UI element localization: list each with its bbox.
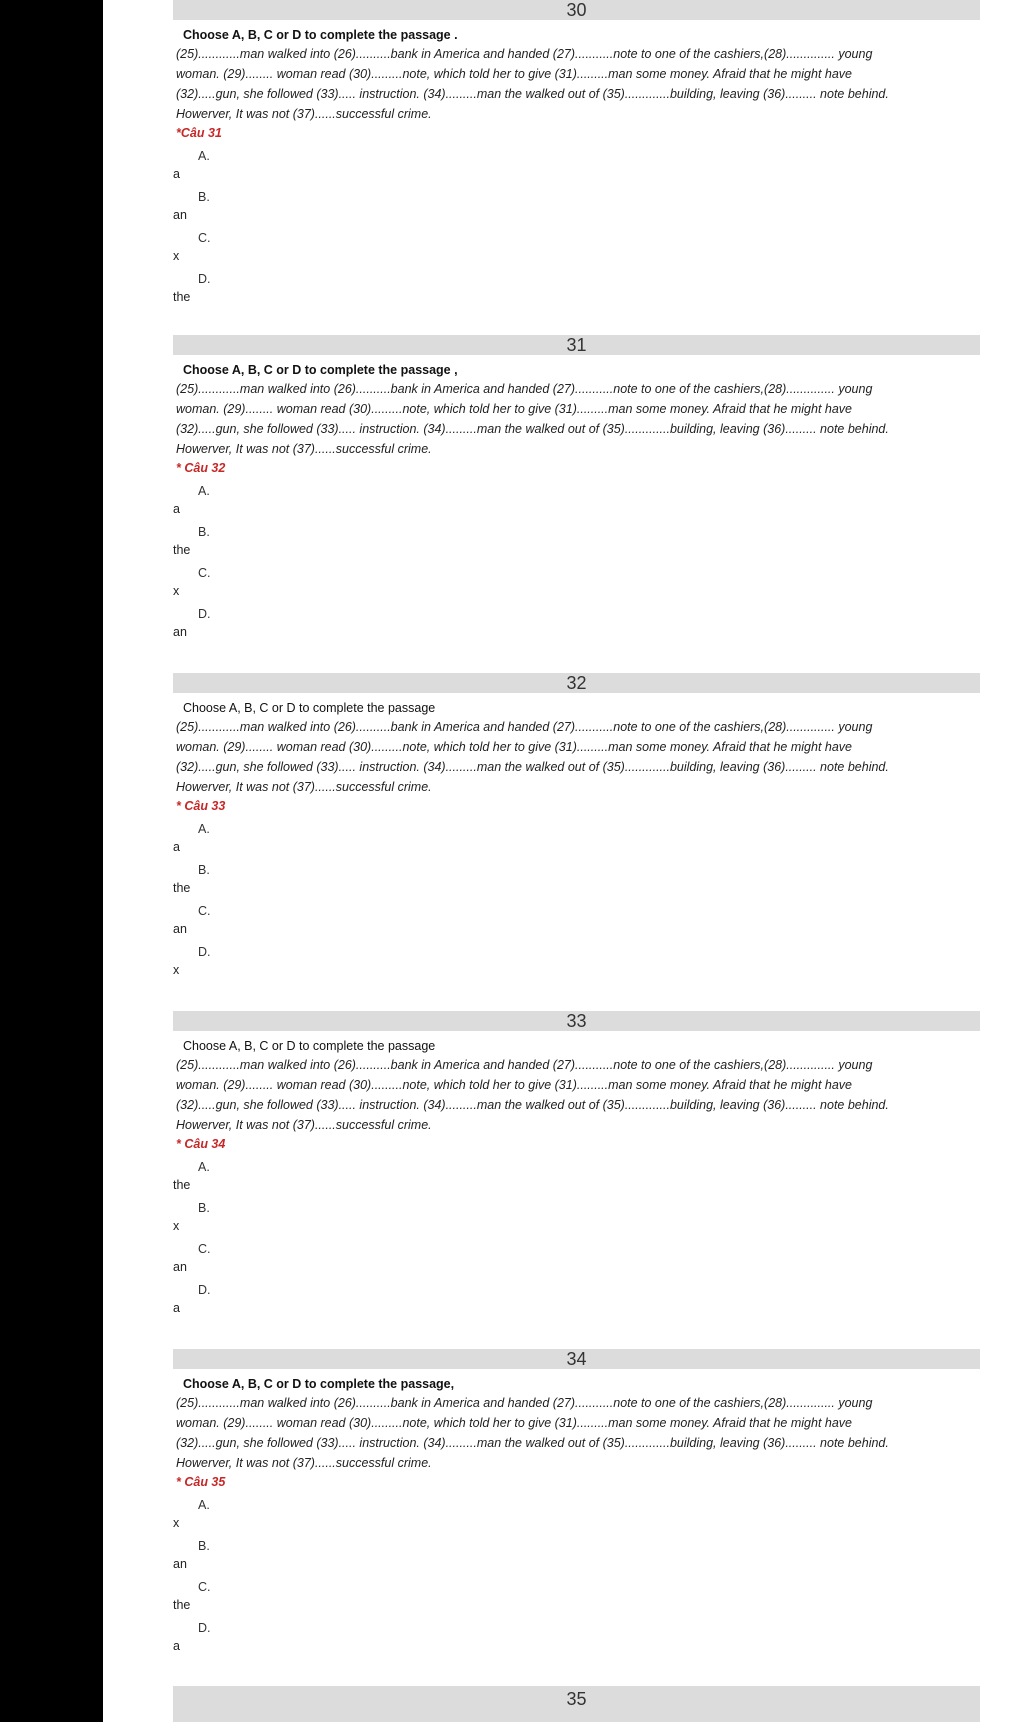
option-letter-d[interactable]: D. xyxy=(198,1283,211,1297)
option-answer-d[interactable]: a xyxy=(173,1639,180,1653)
passage-line: Howerver, It was not (37)......successful crime. xyxy=(176,442,432,456)
option-letter-c[interactable]: C. xyxy=(198,1242,211,1256)
passage-text xyxy=(176,44,980,124)
option-answer-a[interactable]: x xyxy=(173,1516,180,1530)
option-answer-d[interactable]: x xyxy=(173,963,180,977)
option-letter-d[interactable]: D. xyxy=(198,945,211,959)
question-label: * Câu 35 xyxy=(176,1475,226,1489)
passage-line: Howerver, It was not (37)......successful crime. xyxy=(176,780,432,794)
option-answer-b[interactable]: x xyxy=(173,1219,180,1233)
option-letter-a[interactable]: A. xyxy=(198,484,210,498)
passage-line: (25)............man walked into (26)..........bank in America and handed (27)...........note to one of the cashiers,(28).............. young xyxy=(176,1396,873,1410)
passage-line: woman. (29)........ woman read (30).........note, which told her to give (31).........man some money. Afraid that he might have xyxy=(176,1416,853,1430)
option-answer-b[interactable]: an xyxy=(173,1557,187,1571)
passage-line: woman. (29)........ woman read (30).........note, which told her to give (31).........man some money. Afraid that he might have xyxy=(176,402,853,416)
option-letter-d[interactable]: D. xyxy=(198,607,211,621)
option-letter-c[interactable]: C. xyxy=(198,566,211,580)
option-letter-d[interactable]: D. xyxy=(198,1621,211,1635)
question-instruction: Choose A, B, C or D to complete the passage . xyxy=(183,28,458,42)
passage-line: (25)............man walked into (26)..........bank in America and handed (27)...........note to one of the cashiers,(28).............. young xyxy=(176,47,873,61)
question-block-33 xyxy=(103,1011,1024,1317)
option-letter-a[interactable]: A. xyxy=(198,822,210,836)
question-instruction: Choose A, B, C or D to complete the passage xyxy=(183,1039,436,1053)
passage-text xyxy=(176,1393,980,1473)
question-instruction: Choose A, B, C or D to complete the passage xyxy=(183,701,436,715)
passage-line: Howerver, It was not (37)......successful crime. xyxy=(176,1456,432,1470)
option-letter-c[interactable]: C. xyxy=(198,1580,211,1594)
question-number-header: 33 xyxy=(173,1011,980,1031)
option-letter-a[interactable]: A. xyxy=(198,1498,210,1512)
passage-line: (25)............man walked into (26)..........bank in America and handed (27)...........note to one of the cashiers,(28).............. young xyxy=(176,1058,873,1072)
passage-text xyxy=(176,379,980,459)
question-block-31 xyxy=(103,335,1024,641)
question-instruction: Choose A, B, C or D to complete the passage , xyxy=(183,363,458,377)
passage-line: (25)............man walked into (26)..........bank in America and handed (27)...........note to one of the cashiers,(28).............. young xyxy=(176,720,873,734)
question-block-34 xyxy=(103,1349,1024,1655)
option-answer-d[interactable]: the xyxy=(173,290,191,304)
left-black-bar xyxy=(0,0,103,1722)
passage-text xyxy=(176,1055,980,1135)
question-label: * Câu 33 xyxy=(176,799,226,813)
passage-line: (32).....gun, she followed (33)..... instruction. (34).........man the walked out of (35).............building, leaving (36)......... note behind. xyxy=(176,760,889,774)
passage-line: Howerver, It was not (37)......successful crime. xyxy=(176,1118,432,1132)
option-letter-c[interactable]: C. xyxy=(198,904,211,918)
option-answer-b[interactable]: an xyxy=(173,208,187,222)
option-answer-c[interactable]: an xyxy=(173,1260,187,1274)
question-number-header: 31 xyxy=(173,335,980,355)
question-label: * Câu 34 xyxy=(176,1137,226,1151)
question-number-header-35: 35 xyxy=(173,1686,980,1722)
passage-line: woman. (29)........ woman read (30).........note, which told her to give (31).........man some money. Afraid that he might have xyxy=(176,67,853,81)
question-number-header: 34 xyxy=(173,1349,980,1369)
option-answer-c[interactable]: the xyxy=(173,1598,191,1612)
passage-line: (25)............man walked into (26)..........bank in America and handed (27)...........note to one of the cashiers,(28).............. young xyxy=(176,382,873,396)
option-answer-d[interactable]: an xyxy=(173,625,187,639)
option-letter-b[interactable]: B. xyxy=(198,863,210,877)
option-letter-b[interactable]: B. xyxy=(198,190,210,204)
option-answer-a[interactable]: a xyxy=(173,502,180,516)
option-letter-c[interactable]: C. xyxy=(198,231,211,245)
passage-line: (32).....gun, she followed (33)..... instruction. (34).........man the walked out of (35).............building, leaving (36)......... note behind. xyxy=(176,1436,889,1450)
question-label: *Câu 31 xyxy=(176,126,222,140)
quiz-content xyxy=(103,0,1024,1722)
option-answer-b[interactable]: the xyxy=(173,881,191,895)
option-letter-b[interactable]: B. xyxy=(198,525,210,539)
question-label: * Câu 32 xyxy=(176,461,226,475)
option-answer-c[interactable]: x xyxy=(173,249,180,263)
passage-line: Howerver, It was not (37)......successful crime. xyxy=(176,107,432,121)
option-letter-a[interactable]: A. xyxy=(198,149,210,163)
passage-text xyxy=(176,717,980,797)
option-letter-b[interactable]: B. xyxy=(198,1539,210,1553)
question-number-header: 30 xyxy=(173,0,980,20)
question-number-header: 32 xyxy=(173,673,980,693)
question-block-30 xyxy=(103,0,1024,306)
option-answer-a[interactable]: a xyxy=(173,840,180,854)
option-answer-d[interactable]: a xyxy=(173,1301,180,1315)
option-answer-a[interactable]: a xyxy=(173,167,180,181)
option-letter-a[interactable]: A. xyxy=(198,1160,210,1174)
option-answer-c[interactable]: x xyxy=(173,584,180,598)
passage-line: (32).....gun, she followed (33)..... instruction. (34).........man the walked out of (35).............building, leaving (36)......... note behind. xyxy=(176,1098,889,1112)
passage-line: woman. (29)........ woman read (30).........note, which told her to give (31).........man some money. Afraid that he might have xyxy=(176,740,853,754)
option-letter-b[interactable]: B. xyxy=(198,1201,210,1215)
passage-line: woman. (29)........ woman read (30).........note, which told her to give (31).........man some money. Afraid that he might have xyxy=(176,1078,853,1092)
passage-line: (32).....gun, she followed (33)..... instruction. (34).........man the walked out of (35).............building, leaving (36)......... note behind. xyxy=(176,87,889,101)
passage-line: (32).....gun, she followed (33)..... instruction. (34).........man the walked out of (35).............building, leaving (36)......... note behind. xyxy=(176,422,889,436)
question-instruction: Choose A, B, C or D to complete the passage, xyxy=(183,1377,455,1391)
option-answer-a[interactable]: the xyxy=(173,1178,191,1192)
question-block-32 xyxy=(103,673,1024,979)
option-answer-b[interactable]: the xyxy=(173,543,191,557)
option-letter-d[interactable]: D. xyxy=(198,272,211,286)
option-answer-c[interactable]: an xyxy=(173,922,187,936)
